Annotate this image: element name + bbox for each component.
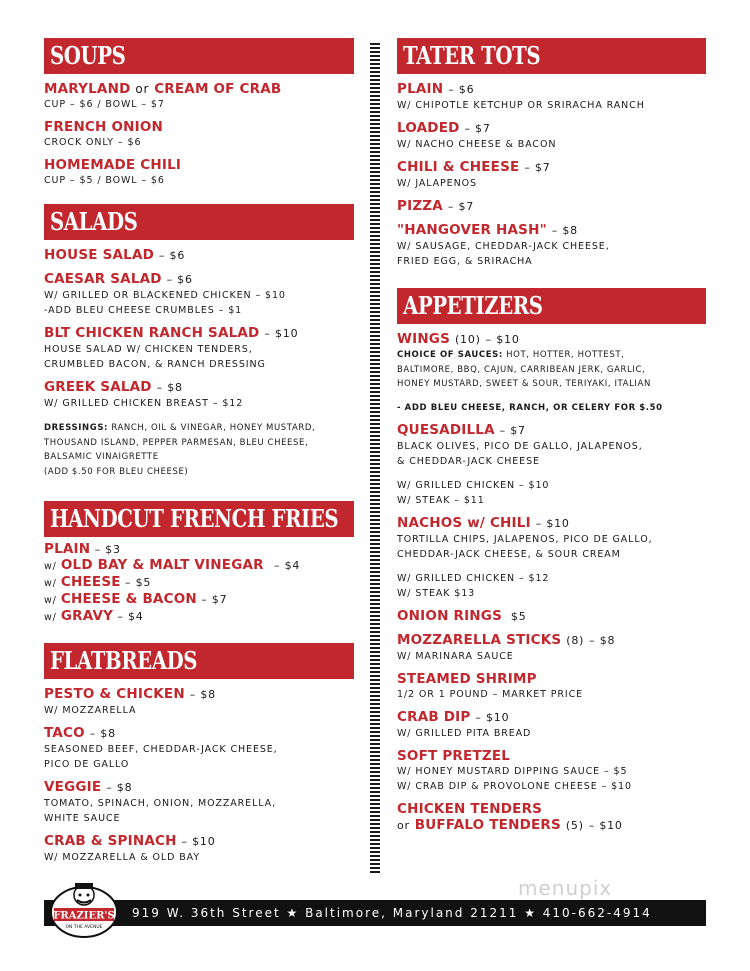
tots-item: CHILI & CHEESE – $7 W/ JALAPENOS — [397, 159, 551, 189]
footer-bar — [44, 900, 706, 926]
crab-dip-item: CRAB DIP – $10 W/ GRILLED PITA BREAD — [397, 709, 532, 739]
logo-text: FRAZIER'S — [53, 910, 115, 922]
chicken-tenders-item: CHICKEN TENDERS or BUFFALO TENDERS (5) – $10 — [397, 801, 623, 833]
watermark: menupix — [518, 876, 613, 900]
footer-address: 919 W. 36th Street ★ Baltimore, Maryland 21211 ★ 410-662-4914 — [132, 906, 652, 920]
tots-item: LOADED – $7 W/ NACHO CHEESE & BACON — [397, 120, 557, 150]
flatbread-item: TACO – $8 SEASONED BEEF, CHEDDAR-JACK CHEESE, PICO DE GALLO — [44, 725, 278, 770]
soup-item: MARYLAND or CREAM OF CRAB CUP – $6 / BOWL – $7 — [44, 81, 282, 110]
logo-subtext: ON THE AVENUE — [65, 925, 103, 930]
wings-item: WINGS (10) – $10 CHOICE OF SAUCES: HOT, HOTTER, HOTTEST, BALTIMORE, BBQ, CAJUN, CARRIBEAN JERK, GARLIC, HONEY MUSTARD, SWEET & SOUR, TERIYAKI, ITALIAN - ADD BLEU CHEESE, RANCH, OR CELERY FOR $.50 — [397, 331, 663, 413]
nachos-item: NACHOS w/ CHILI – $10 TORTILLA CHIPS, JALAPENOS, PICO DE GALLO, CHEDDAR-JACK CHEESE, & SOUR CREAM W/ GRILLED CHICKEN – $12 W/ STEAK $13 — [397, 515, 653, 599]
salads-header: SALADS — [44, 204, 354, 240]
column-divider — [370, 43, 380, 875]
left-column — [44, 38, 354, 865]
appetizers-header: APPETIZERS — [397, 288, 706, 324]
soup-item: HOMEMADE CHILI CUP – $5 / BOWL – $6 — [44, 157, 182, 186]
dressings-info: DRESSINGS: RANCH, OIL & VINEGAR, HONEY MUSTARD, THOUSAND ISLAND, PEPPER PARMESAN, BLEU CHEESE, BALSAMIC VINAIGRETTE (ADD $.50 FOR BLEU CHEESE) — [44, 423, 316, 477]
salad-item: CAESAR SALAD – $6 W/ GRILLED OR BLACKENED CHICKEN – $10 -ADD BLEU CHEESE CRUMBLES – $1 — [44, 271, 286, 316]
salad-item: HOUSE SALAD – $6 — [44, 247, 186, 263]
fries-header: HANDCUT FRENCH FRIES — [44, 501, 354, 537]
tots-item: "HANGOVER HASH" – $8 W/ SAUSAGE, CHEDDAR-JACK CHEESE, FRIED EGG, & SRIRACHA — [397, 222, 610, 267]
flatbread-item: PESTO & CHICKEN – $8 W/ MOZZARELLA — [44, 686, 216, 716]
fraziers-logo-icon — [48, 878, 120, 940]
right-column — [397, 38, 706, 834]
flatbread-item: VEGGIE – $8 TOMATO, SPINACH, ONION, MOZZARELLA, WHITE SAUCE — [44, 779, 276, 824]
fries-list: PLAIN – $3 w/ OLD BAY & MALT VINEGAR – $4 w/ CHEESE – $5 w/ CHEESE & BACON – $7 w/ GRAVY – $4 — [44, 541, 301, 624]
tots-item: PIZZA – $7 — [397, 198, 475, 214]
soup-item: FRENCH ONION CROCK ONLY – $6 — [44, 119, 164, 148]
tater-tots-header: TATER TOTS — [397, 38, 706, 74]
steamed-shrimp-item: STEAMED SHRIMP 1/2 OR 1 POUND – MARKET PRICE — [397, 671, 584, 700]
tots-item: PLAIN – $6 W/ CHIPOTLE KETCHUP OR SRIRACHA RANCH — [397, 81, 645, 111]
mozzarella-sticks-item: MOZZARELLA STICKS (8) – $8 W/ MARINARA SAUCE — [397, 632, 616, 662]
onion-rings-item: ONION RINGS $5 — [397, 608, 527, 624]
soft-pretzel-item: SOFT PRETZEL W/ HONEY MUSTARD DIPPING SAUCE – $5 W/ CRAB DIP & PROVOLONE CHEESE – $10 — [397, 748, 632, 792]
flatbreads-header: FLATBREADS — [44, 643, 354, 679]
salad-item: BLT CHICKEN RANCH SALAD – $10 HOUSE SALAD W/ CHICKEN TENDERS, CRUMBLED BACON, & RANCH DRESSING — [44, 325, 299, 370]
flatbread-item: CRAB & SPINACH – $10 W/ MOZZARELLA & OLD BAY — [44, 833, 216, 863]
soups-header: SOUPS — [44, 38, 354, 74]
salad-item: GREEK SALAD – $8 W/ GRILLED CHICKEN BREAST – $12 — [44, 379, 244, 409]
quesadilla-item: QUESADILLA – $7 BLACK OLIVES, PICO DE GALLO, JALAPENOS, & CHEDDAR-JACK CHEESE W/ GRILLED CHICKEN – $10 W/ STEAK – $11 — [397, 422, 643, 506]
